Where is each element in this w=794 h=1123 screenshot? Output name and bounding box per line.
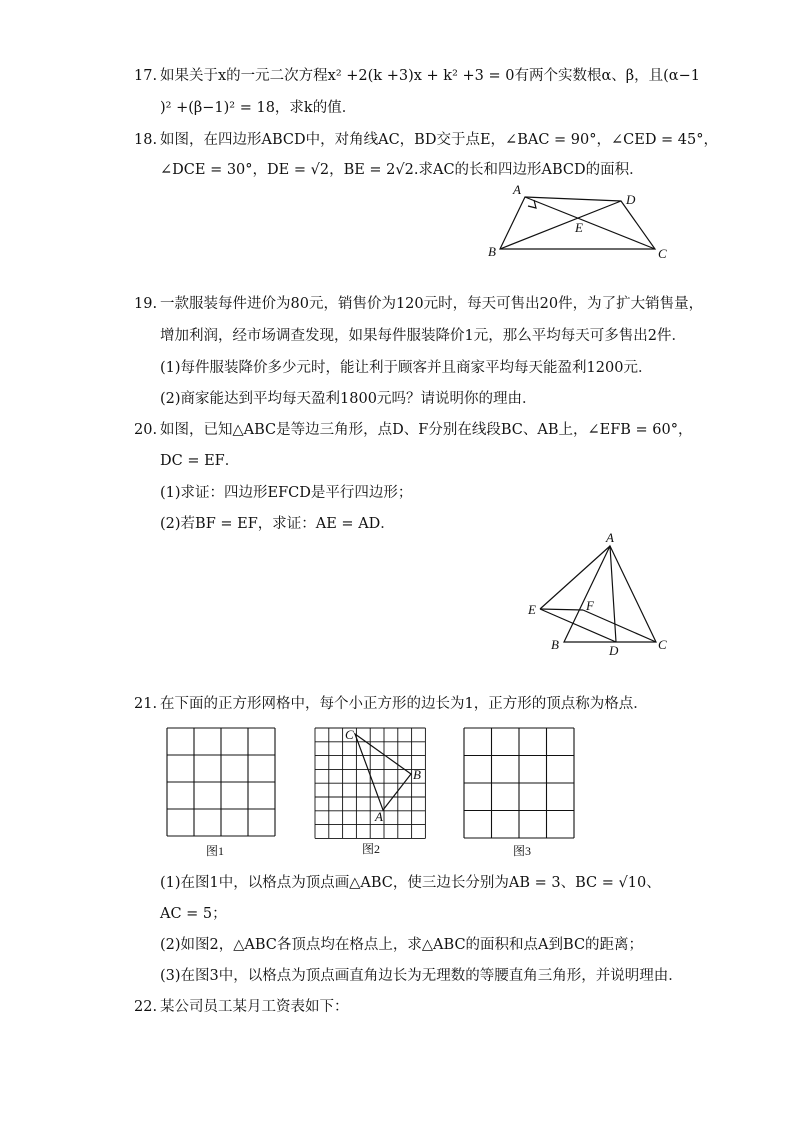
question-text: (2)如图2，△ABC各顶点均在格点上，求△ABC的面积和点A到BC的距离；	[160, 937, 644, 953]
question-text: 如果关于x的一元二次方程x² +2(k +3)x + k² +3 = 0有两个实数根α、β，且(α−1	[160, 68, 700, 84]
segment-ae	[540, 546, 610, 609]
triangle-abc	[355, 734, 411, 810]
label-e: E	[528, 602, 536, 617]
label-d: D	[609, 643, 619, 658]
grid-figure-3	[463, 727, 575, 857]
question-text: 某公司员工某月工资表如下：	[160, 999, 349, 1015]
question-text: (1)求证：四边形EFCD是平行四边形；	[160, 485, 413, 501]
label-b: B	[488, 244, 496, 259]
diagonal-ac	[525, 197, 655, 249]
figure-caption-3: 图3	[513, 844, 532, 858]
label-a: A	[375, 809, 383, 824]
question-text: (3)在图3中，以格点为顶点画直角边长为无理数的等腰直角三角形，并说明理由．	[160, 968, 683, 984]
question-text: 在下面的正方形网格中，每个小正方形的边长为1，正方形的顶点称为格点．	[160, 696, 648, 712]
label-f: F	[586, 598, 594, 613]
question-number: 21.	[134, 696, 158, 712]
segment-fc	[583, 610, 656, 642]
figure-caption-1: 图1	[206, 844, 225, 858]
quadrilateral-abcd-figure	[480, 180, 680, 264]
question-text: (1)在图1中，以格点为顶点画△ABC，使三边长分别为AB = 3、BC = √10、	[160, 875, 661, 891]
question-text: DC = EF．	[160, 453, 240, 469]
question-number: 22.	[134, 999, 158, 1015]
label-c: C	[345, 727, 354, 742]
grid-figure-1	[166, 727, 276, 857]
equilateral-triangle	[564, 546, 656, 642]
segment-ef	[540, 609, 583, 610]
label-a: A	[606, 530, 614, 545]
label-a: A	[513, 182, 521, 197]
label-c: C	[658, 637, 667, 652]
question-text: 增加利润，经市场调查发现，如果每件服装降价1元，那么平均每天可多售出2件．	[160, 328, 686, 344]
question-text: (2)若BF = EF，求证：AE = AD．	[160, 516, 395, 532]
segment-ad	[610, 546, 616, 642]
label-b: B	[551, 637, 559, 652]
label-e: E	[575, 220, 583, 235]
question-number: 17.	[134, 68, 158, 84]
question-text: (2)商家能达到平均每天盈利1800元吗？请说明你的理由．	[160, 391, 537, 407]
question-text: )² +(β−1)² = 18，求k的值．	[160, 100, 357, 116]
label-c: C	[658, 246, 667, 261]
question-text: 如图，在四边形ABCD中，对角线AC，BD交于点E，∠BAC = 90°，∠CED = 45°，	[160, 132, 719, 148]
question-text: 一款服装每件进价为80元，销售价为120元时，每天可售出20件，为了扩大销售量，	[160, 296, 704, 312]
diagonal-bd	[500, 201, 621, 249]
question-number: 20.	[134, 422, 158, 438]
label-d: D	[626, 192, 636, 207]
question-text: ∠DCE = 30°，DE = √2，BE = 2√2.求AC的长和四边形ABCD的面积．	[160, 162, 644, 178]
label-b: B	[413, 767, 421, 782]
question-number: 18.	[134, 132, 158, 148]
question-number: 19.	[134, 296, 158, 312]
question-text: 如图，已知△ABC是等边三角形，点D、F分别在线段BC、AB上，∠EFB = 60°，	[160, 422, 693, 438]
grid-figure-2	[314, 727, 426, 857]
right-angle-mark	[528, 200, 536, 208]
question-text: (1)每件服装降价多少元时，能让利于顾客并且商家平均每天能盈利1200元．	[160, 360, 653, 376]
figure-caption-2: 图2	[362, 842, 381, 856]
triangle-abc-figure	[520, 530, 680, 660]
question-text: AC = 5；	[160, 906, 227, 922]
